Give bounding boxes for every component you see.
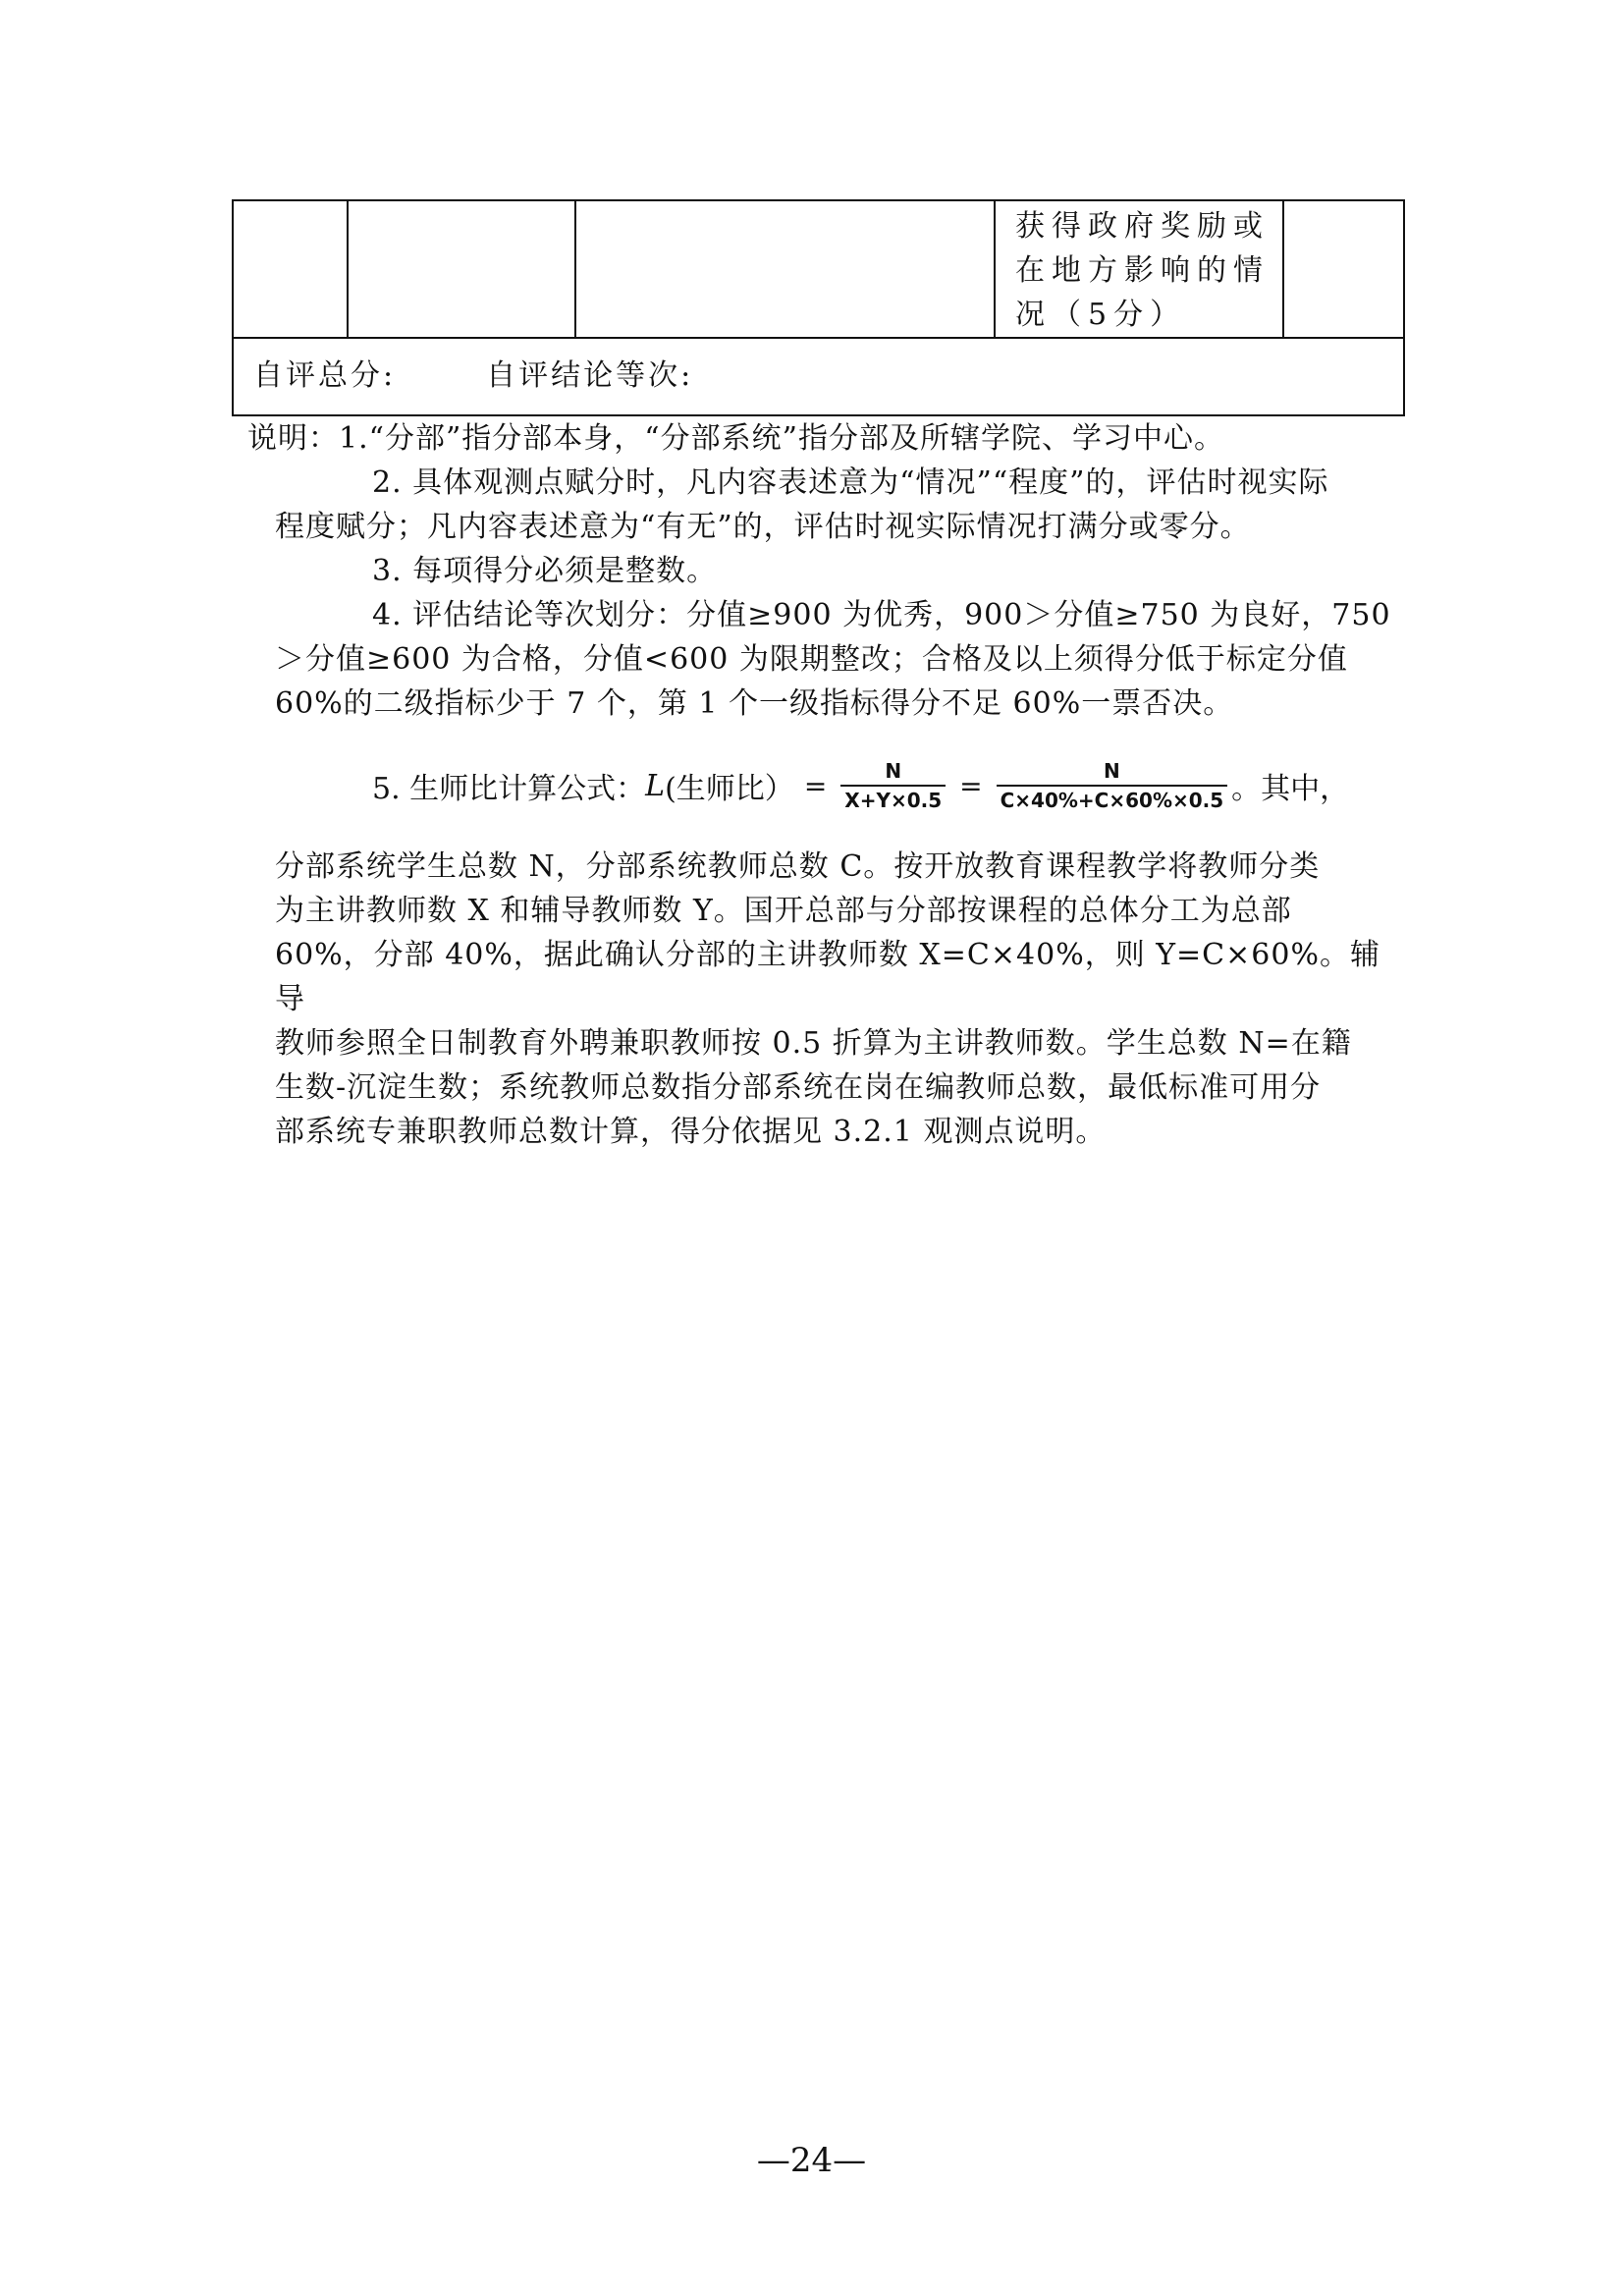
formula-lhs-var: L — [645, 768, 666, 803]
fraction-1-numerator: N — [885, 759, 902, 783]
table-footer-row — [233, 338, 1404, 415]
table-row — [233, 200, 1404, 338]
formula-lhs-paren: (生师比） — [665, 772, 794, 806]
paragraph-line: 60%，分部 40%，据此确认分部的主讲教师数 X=C×40%，则 Y=C×60%。辅导 — [275, 938, 1380, 1016]
paragraph-line: 分部系统学生总数 N，分部系统教师总数 C。按开放教育课程教学将教师分类 — [275, 849, 1321, 884]
evaluation-table — [232, 199, 1405, 416]
note-line: 4. 评估结论等次划分：分值≥900 为优秀，900＞分值≥750 为良好，750 — [372, 598, 1391, 632]
page-number: —24— — [756, 2141, 867, 2180]
fraction-2-numerator: N — [1104, 759, 1120, 783]
table-cell — [575, 200, 995, 338]
formula-tail: 。其中， — [1231, 772, 1350, 806]
fraction-2 — [997, 759, 1228, 812]
observation-point-text: 获得政府奖励或 在地方影响的情 况（5分） — [1015, 209, 1270, 332]
note-line: 说明：1.“分部”指分部本身，“分部系统”指分部及所辖学院、学习中心。 — [247, 421, 1224, 456]
fraction-1-denominator: X+Y×0.5 — [840, 785, 946, 812]
table-cell — [348, 200, 575, 338]
self-total-score-label: 自评总分: — [253, 358, 397, 393]
self-evaluation-cell — [233, 338, 1404, 415]
note-line: 60%的二级指标少于 7 个，第 1 个一级指标得分不足 60%一票否决。 — [275, 686, 1234, 721]
ratio-formula — [372, 746, 1349, 825]
note-line: 程度赋分；凡内容表述意为“有无”的，评估时视实际情况打满分或零分。 — [275, 510, 1251, 544]
fraction-1 — [840, 759, 946, 812]
formula-equals-2: = — [959, 769, 983, 802]
paragraph-line: 教师参照全日制教育外聘兼职教师按 0.5 折算为主讲教师数。学生总数 N=在籍 — [275, 1026, 1352, 1061]
paragraph-line: 生数-沉淀生数；系统教师总数指分部系统在岗在编教师总数，最低标准可用分 — [275, 1070, 1322, 1105]
notes-section — [232, 416, 1420, 726]
table-cell — [1283, 200, 1404, 338]
table-cell — [233, 200, 348, 338]
fraction-2-denominator: C×40%+C×60%×0.5 — [997, 785, 1228, 812]
formula-equals: = — [803, 769, 828, 802]
self-grade-label: 自评结论等次: — [486, 358, 694, 393]
note-line: 2. 具体观测点赋分时，凡内容表述意为“情况”“程度”的，评估时视实际 — [372, 465, 1329, 500]
paragraph-line: 部系统专兼职教师总数计算，得分依据见 3.2.1 观测点说明。 — [275, 1115, 1107, 1149]
paragraph-line: 为主讲教师数 X 和辅导教师数 Y。国开总部与分部按课程的总体分工为总部 — [275, 894, 1292, 928]
formula-explanation — [275, 845, 1394, 1154]
note-line: 3. 每项得分必须是整数。 — [372, 554, 718, 588]
table-cell — [995, 200, 1283, 338]
note-line: ＞分值≥600 为合格，分值<600 为限期整改；合格及以上须得分低于标定分值 — [275, 642, 1348, 677]
formula-lead: 5. 生师比计算公式： — [372, 772, 646, 806]
